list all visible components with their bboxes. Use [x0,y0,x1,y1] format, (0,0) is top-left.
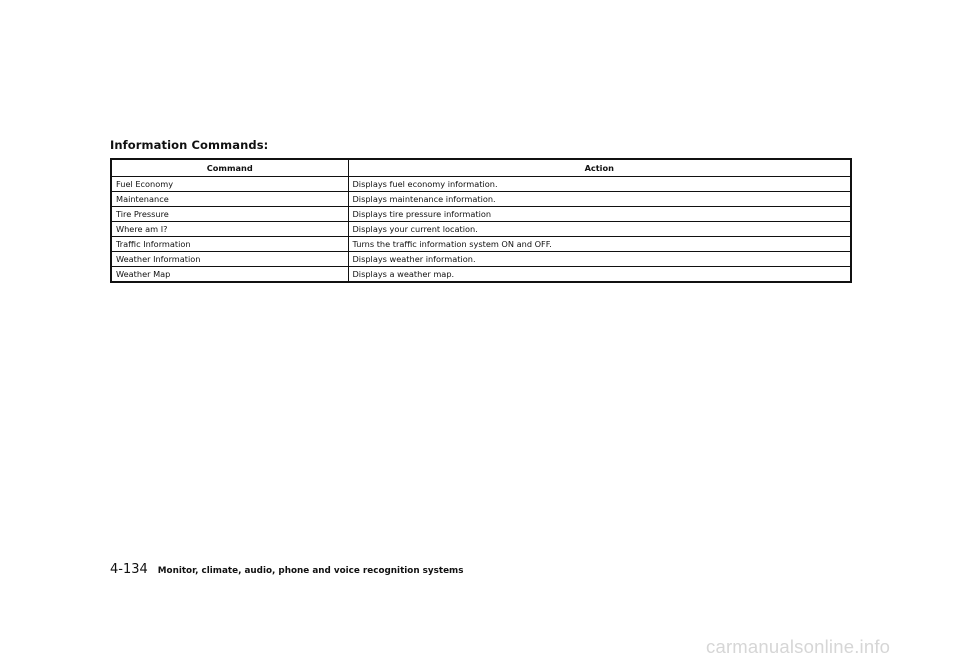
command-cell: Weather Map [111,267,348,283]
chapter-title: Monitor, climate, audio, phone and voice recognition systems [157,566,464,576]
page-number: 4-134 [110,562,148,577]
command-cell: Maintenance [111,192,348,207]
action-cell: Turns the traffic information system ON and OFF. [348,237,851,252]
table-row [111,207,851,222]
command-cell: Where am I? [111,222,348,237]
command-cell: Tire Pressure [111,207,348,222]
action-cell: Displays fuel economy information. [348,177,851,192]
table-row [111,192,851,207]
action-cell: Displays a weather map. [348,267,851,283]
information-commands-table [110,158,852,283]
section-heading: Information Commands: [110,138,269,152]
table-row [111,177,851,192]
table-header-row [111,159,851,177]
column-header-command: Command [111,159,348,177]
action-cell: Displays your current location. [348,222,851,237]
table-row [111,267,851,283]
action-cell: Displays tire pressure information [348,207,851,222]
column-header-action: Action [348,159,851,177]
table-row [111,222,851,237]
action-cell: Displays weather information. [348,252,851,267]
command-cell: Weather Information [111,252,348,267]
watermark: carmanualsonline.info [706,636,891,657]
command-cell: Fuel Economy [111,177,348,192]
command-cell: Traffic Information [111,237,348,252]
action-cell: Displays maintenance information. [348,192,851,207]
table-row [111,252,851,267]
table-row [111,237,851,252]
page-footer [110,562,463,577]
